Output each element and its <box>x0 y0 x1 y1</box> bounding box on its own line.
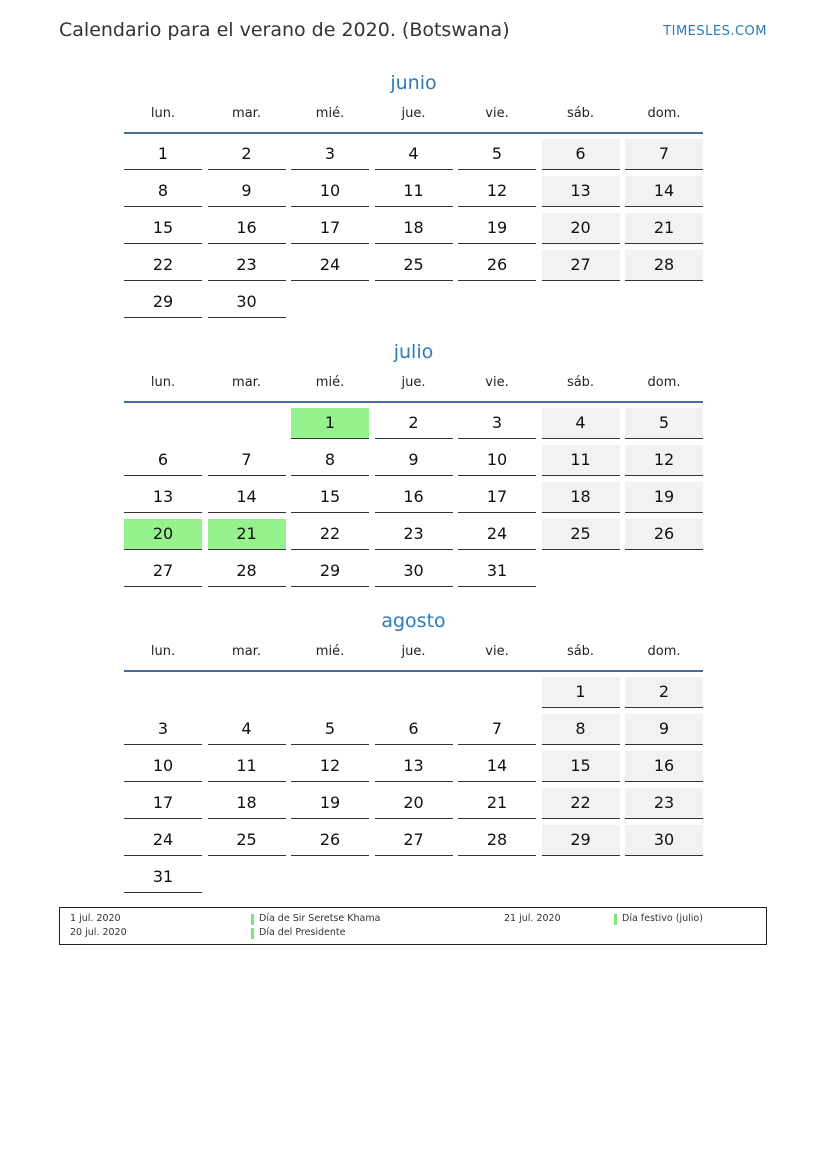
day-cell[interactable]: 13 <box>375 751 453 782</box>
weekday-label: lun. <box>150 375 176 390</box>
day-cell[interactable]: 8 <box>542 714 620 745</box>
day-cell[interactable]: 15 <box>542 751 620 782</box>
legend-holiday-name: Día festivo (julio) <box>622 913 703 924</box>
month-title: junio <box>390 72 437 94</box>
day-cell[interactable]: 28 <box>625 250 703 281</box>
day-cell[interactable]: 14 <box>458 751 536 782</box>
day-cell[interactable]: 27 <box>542 250 620 281</box>
month-title: agosto <box>381 610 446 632</box>
day-cell[interactable]: 12 <box>458 176 536 207</box>
day-cell[interactable]: 24 <box>291 250 369 281</box>
day-cell[interactable]: 14 <box>625 176 703 207</box>
day-cell[interactable]: 26 <box>291 825 369 856</box>
day-cell[interactable]: 29 <box>542 825 620 856</box>
empty-cell <box>124 677 202 707</box>
day-cell[interactable]: 27 <box>124 556 202 587</box>
day-cell[interactable]: 7 <box>208 445 286 476</box>
holiday-marker <box>251 914 254 925</box>
empty-cell <box>124 408 202 438</box>
holiday-day-cell[interactable]: 20 <box>124 519 202 550</box>
month-june <box>124 70 703 324</box>
day-cell[interactable]: 29 <box>124 287 202 318</box>
day-cell[interactable]: 26 <box>458 250 536 281</box>
weekday-label: mié. <box>315 106 345 121</box>
day-cell[interactable]: 12 <box>625 445 703 476</box>
holiday-day-cell[interactable]: 21 <box>208 519 286 550</box>
day-cell[interactable]: 26 <box>625 519 703 550</box>
day-cell[interactable]: 27 <box>375 825 453 856</box>
day-cell[interactable]: 17 <box>458 482 536 513</box>
day-cell[interactable]: 10 <box>458 445 536 476</box>
day-cell[interactable]: 20 <box>375 788 453 819</box>
brand-link[interactable]: TIMESLES.COM <box>663 24 767 39</box>
day-cell[interactable]: 31 <box>124 862 202 893</box>
day-cell[interactable]: 23 <box>208 250 286 281</box>
weekday-header <box>124 373 703 403</box>
day-cell[interactable]: 10 <box>291 176 369 207</box>
day-cell[interactable]: 22 <box>124 250 202 281</box>
weekday-label: jue. <box>401 106 426 121</box>
day-cell[interactable]: 11 <box>375 176 453 207</box>
day-cell[interactable]: 24 <box>124 825 202 856</box>
day-cell[interactable]: 18 <box>375 213 453 244</box>
day-cell[interactable]: 17 <box>291 213 369 244</box>
empty-cell <box>375 677 453 707</box>
day-cell[interactable]: 2 <box>375 408 453 439</box>
day-cell[interactable]: 18 <box>208 788 286 819</box>
day-cell[interactable]: 13 <box>542 176 620 207</box>
day-cell[interactable]: 9 <box>625 714 703 745</box>
day-cell[interactable]: 28 <box>458 825 536 856</box>
day-cell[interactable]: 25 <box>375 250 453 281</box>
day-cell[interactable]: 9 <box>375 445 453 476</box>
day-cell[interactable]: 1 <box>124 139 202 170</box>
day-cell[interactable]: 23 <box>625 788 703 819</box>
day-cell[interactable]: 30 <box>375 556 453 587</box>
empty-cell <box>458 677 536 707</box>
day-cell[interactable]: 4 <box>375 139 453 170</box>
holiday-legend <box>59 907 767 945</box>
weekday-header <box>124 104 703 134</box>
weekday-label: dom. <box>647 644 681 659</box>
day-cell[interactable]: 6 <box>542 139 620 170</box>
day-cell[interactable]: 17 <box>124 788 202 819</box>
day-cell[interactable]: 4 <box>208 714 286 745</box>
day-cell[interactable]: 5 <box>458 139 536 170</box>
empty-cell <box>208 677 286 707</box>
weekday-header <box>124 642 703 672</box>
holiday-marker <box>251 928 254 939</box>
day-cell[interactable]: 2 <box>208 139 286 170</box>
weekday-label: sáb. <box>566 375 595 390</box>
weekday-label: mié. <box>315 644 345 659</box>
day-cell[interactable]: 5 <box>625 408 703 439</box>
day-cell[interactable]: 8 <box>291 445 369 476</box>
day-cell[interactable]: 31 <box>458 556 536 587</box>
day-cell[interactable]: 15 <box>291 482 369 513</box>
day-cell[interactable]: 21 <box>458 788 536 819</box>
month-august <box>124 608 703 899</box>
day-cell[interactable]: 20 <box>542 213 620 244</box>
day-cell[interactable]: 19 <box>625 482 703 513</box>
legend-date: 21 jul. 2020 <box>504 913 561 924</box>
day-grid <box>124 677 703 899</box>
weekday-label: mié. <box>315 375 345 390</box>
day-cell[interactable]: 28 <box>208 556 286 587</box>
day-cell[interactable]: 19 <box>291 788 369 819</box>
day-cell[interactable]: 13 <box>124 482 202 513</box>
day-cell[interactable]: 25 <box>542 519 620 550</box>
weekday-label: vie. <box>485 644 509 659</box>
weekday-label: mar. <box>232 106 261 121</box>
day-cell[interactable]: 11 <box>542 445 620 476</box>
day-cell[interactable]: 12 <box>291 751 369 782</box>
month-title: julio <box>393 341 434 363</box>
empty-cell <box>208 408 286 438</box>
day-cell[interactable]: 30 <box>208 287 286 318</box>
day-cell[interactable]: 15 <box>124 213 202 244</box>
day-cell[interactable]: 30 <box>625 825 703 856</box>
day-cell[interactable]: 7 <box>625 139 703 170</box>
empty-cell <box>291 677 369 707</box>
weekday-label: jue. <box>401 375 426 390</box>
day-cell[interactable]: 14 <box>208 482 286 513</box>
day-cell[interactable]: 3 <box>291 139 369 170</box>
weekday-label: mar. <box>232 644 261 659</box>
weekday-label: sáb. <box>566 106 595 121</box>
page-title: Calendario para el verano de 2020. (Botswana) <box>59 19 510 41</box>
weekday-label: lun. <box>150 644 176 659</box>
day-cell[interactable]: 4 <box>542 408 620 439</box>
day-cell[interactable]: 23 <box>375 519 453 550</box>
day-cell[interactable]: 22 <box>542 788 620 819</box>
day-cell[interactable]: 24 <box>458 519 536 550</box>
day-cell[interactable]: 3 <box>124 714 202 745</box>
day-cell[interactable]: 6 <box>375 714 453 745</box>
day-grid <box>124 139 703 324</box>
day-cell[interactable]: 21 <box>625 213 703 244</box>
day-cell[interactable]: 5 <box>291 714 369 745</box>
day-cell[interactable]: 10 <box>124 751 202 782</box>
weekday-label: dom. <box>647 106 681 121</box>
weekday-label: dom. <box>647 375 681 390</box>
day-cell[interactable]: 3 <box>458 408 536 439</box>
legend-holiday-name: Día de Sir Seretse Khama <box>259 913 381 924</box>
weekday-label: lun. <box>150 106 176 121</box>
holiday-marker <box>614 914 617 925</box>
day-cell[interactable]: 9 <box>208 176 286 207</box>
day-cell[interactable]: 16 <box>375 482 453 513</box>
day-cell[interactable]: 8 <box>124 176 202 207</box>
weekday-label: mar. <box>232 375 261 390</box>
day-cell[interactable]: 25 <box>208 825 286 856</box>
day-cell[interactable]: 11 <box>208 751 286 782</box>
day-cell[interactable]: 19 <box>458 213 536 244</box>
holiday-day-cell[interactable]: 1 <box>291 408 369 439</box>
day-cell[interactable]: 22 <box>291 519 369 550</box>
day-cell[interactable]: 16 <box>625 751 703 782</box>
legend-date: 1 jul. 2020 <box>70 913 121 924</box>
day-cell[interactable]: 18 <box>542 482 620 513</box>
day-cell[interactable]: 29 <box>291 556 369 587</box>
day-cell[interactable]: 7 <box>458 714 536 745</box>
weekday-label: vie. <box>485 106 509 121</box>
weekday-label: sáb. <box>566 644 595 659</box>
weekday-label: jue. <box>401 644 426 659</box>
legend-date: 20 jul. 2020 <box>70 927 127 938</box>
weekday-label: vie. <box>485 375 509 390</box>
day-cell[interactable]: 1 <box>542 677 620 708</box>
legend-holiday-name: Día del Presidente <box>259 927 346 938</box>
day-cell[interactable]: 6 <box>124 445 202 476</box>
day-cell[interactable]: 16 <box>208 213 286 244</box>
month-july <box>124 339 703 593</box>
day-cell[interactable]: 2 <box>625 677 703 708</box>
day-grid <box>124 408 703 593</box>
